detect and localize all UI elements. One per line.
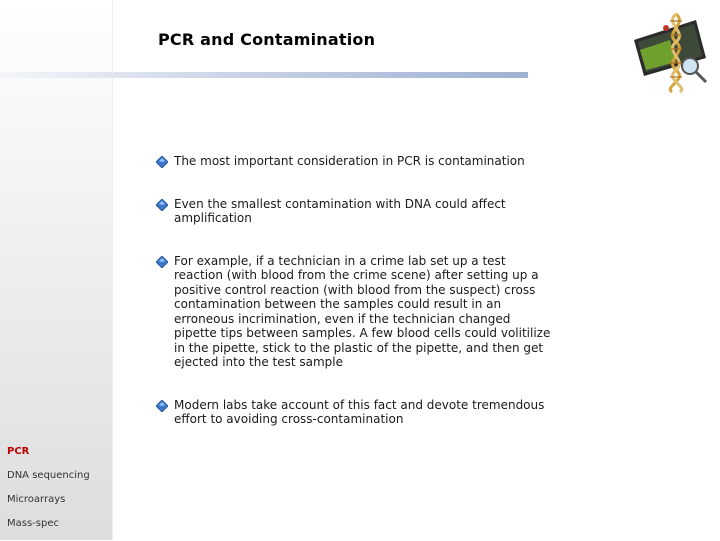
title-underline-bar [0, 72, 528, 78]
bullet-item [156, 197, 556, 226]
sidebar-item-pcr[interactable]: PCR [7, 446, 30, 457]
bullet-item [156, 154, 556, 169]
bullet-item [156, 398, 556, 427]
bullet-list [156, 154, 556, 427]
diamond-bullet-icon [156, 156, 168, 168]
diamond-bullet-icon [156, 199, 168, 211]
bullet-text: Modern labs take account of this fact and devote tremendous effort to avoiding cross-contamination [174, 397, 545, 426]
bullet-text: Even the smallest contamination with DNA could affect amplification [174, 196, 506, 225]
bullet-item [156, 254, 556, 370]
sidebar-item-microarrays[interactable]: Microarrays [7, 494, 66, 505]
bullet-text: For example, if a technician in a crime lab set up a test reaction (with blood from the crime scene) after setting up a positive control reaction (with blood from the suspect) cross contamination between the samples could result in an erroneous incrimination, even if the technician changed pipette tips between samples. A few blood cells could volitilize in the pipette, stick to the plastic of the pipette, and then get ejected into the test sample [174, 253, 551, 369]
sidebar-item-mass-spec[interactable]: Mass-spec [7, 518, 59, 529]
slide-title: PCR and Contamination [158, 30, 376, 49]
diamond-bullet-icon [156, 256, 168, 268]
sidebar-nav [7, 445, 90, 541]
dna-magnifier-logo [630, 10, 714, 94]
sidebar-item-dna-sequencing[interactable]: DNA sequencing [7, 470, 90, 481]
bullet-text: The most important consideration in PCR is contamination [174, 154, 525, 168]
diamond-bullet-icon [156, 400, 168, 412]
